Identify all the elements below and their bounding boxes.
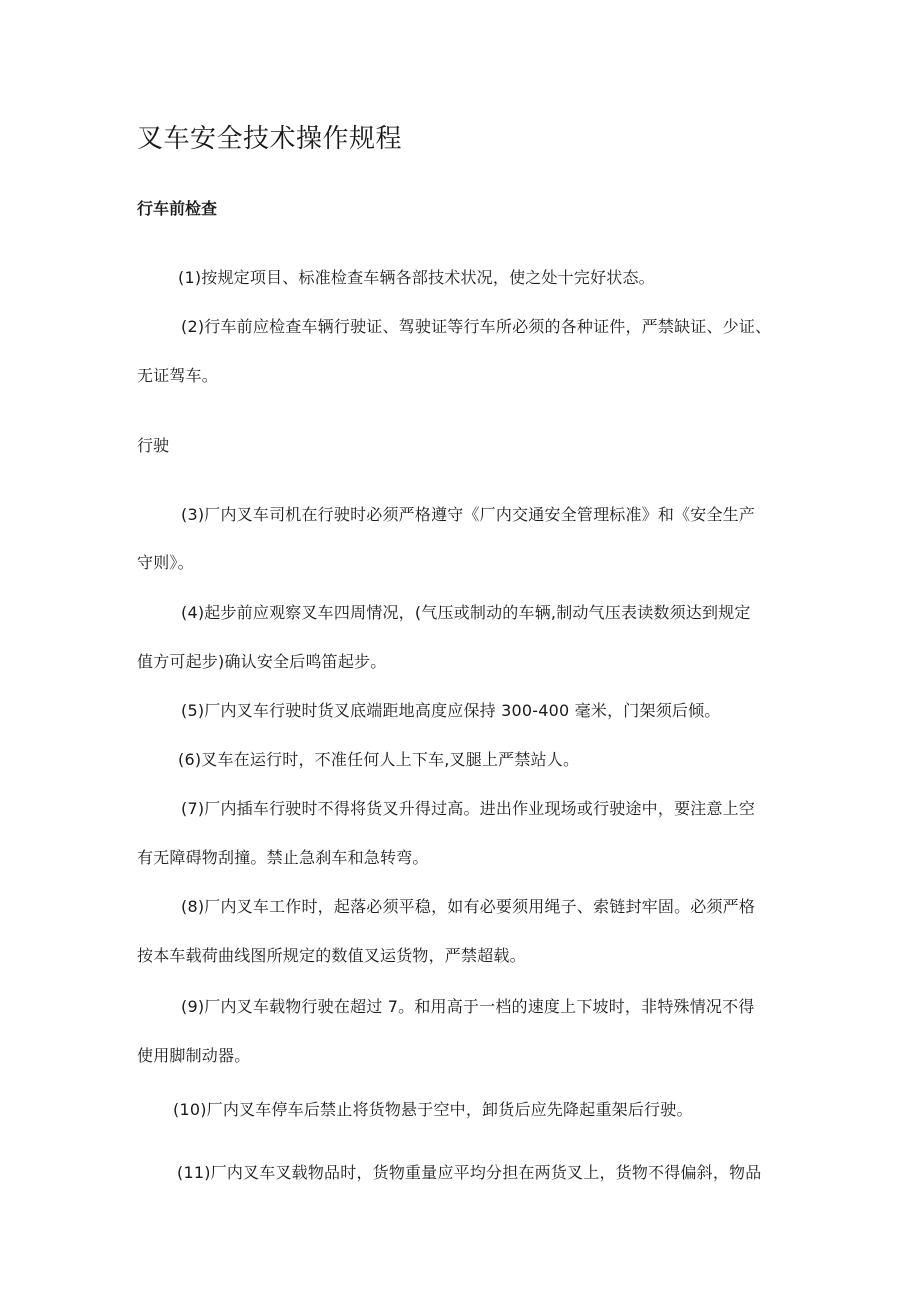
paragraph-line: 守则》。 bbox=[137, 553, 194, 572]
paragraph-line: (4)起步前应观察叉车四周情况，(气压或制动的车辆,制动气压表读数须达到规定 bbox=[181, 603, 751, 622]
section-heading-pre-check: 行车前检查 bbox=[137, 199, 218, 218]
paragraph-line: 按本车载荷曲线图所规定的数值叉运货物，严禁超载。 bbox=[137, 946, 526, 965]
paragraph-line: (3)厂内叉车司机在行驶时必须严格遵守《厂内交通安全管理标准》和《安全生产 bbox=[181, 505, 756, 524]
paragraph-line: (7)厂内插车行驶时不得将货叉升得过高。进出作业现场或行驶途中，要注意上空 bbox=[181, 799, 756, 818]
paragraph-line: 使用脚制动器。 bbox=[137, 1046, 251, 1065]
paragraph-line: (6)叉车在运行时，不准任何人上下车,叉腿上严禁站人。 bbox=[178, 750, 580, 769]
paragraph-line: (11)厂内叉车叉载物品时，货物重量应平均分担在两货叉上，货物不得偏斜，物品 bbox=[177, 1163, 762, 1182]
paragraph-line: (9)厂内叉车载物行驶在超过 7。和用高于一档的速度上下坡时，非特殊情况不得 bbox=[181, 997, 755, 1016]
paragraph-line: (1)按规定项目、标准检查车辆各部技术状况，使之处十完好状态。 bbox=[178, 268, 655, 287]
paragraph-line: (5)厂内叉车行驶时货叉底端距地高度应保持 300-400 毫米，门架须后倾。 bbox=[181, 701, 721, 720]
paragraph-line: 有无障碍物刮撞。禁止急刹车和急转弯。 bbox=[137, 848, 429, 867]
document-title: 叉车安全技术操作规程 bbox=[137, 124, 403, 154]
paragraph-line: (10)厂内叉车停车后禁止将货物悬于空中，卸货后应先降起重架后行驶。 bbox=[173, 1100, 693, 1119]
paragraph-line: 值方可起步)确认安全后鸣笛起步。 bbox=[137, 652, 387, 671]
paragraph-line: 无证驾车。 bbox=[137, 366, 219, 385]
section-heading-driving: 行驶 bbox=[137, 436, 170, 455]
paragraph-line: (8)厂内叉车工作时，起落必须平稳，如有必要须用绳子、索链封牢固。必须严格 bbox=[181, 897, 756, 916]
paragraph-line: (2)行车前应检查车辆行驶证、驾驶证等行车所必须的各种证件，严禁缺证、少证、 bbox=[181, 317, 772, 336]
